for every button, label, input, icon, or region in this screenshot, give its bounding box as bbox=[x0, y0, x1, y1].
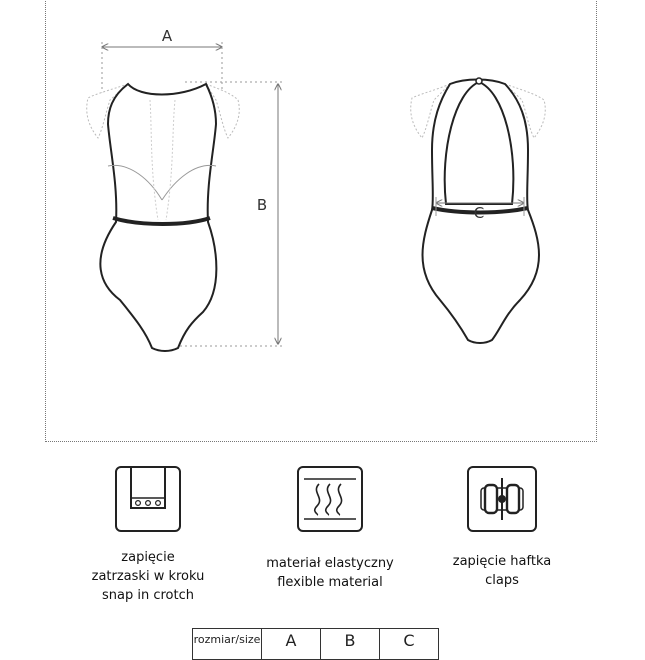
size-table-header-row bbox=[193, 629, 439, 660]
feature-flexible-material-caption bbox=[230, 554, 430, 592]
dimension-c-label: C bbox=[473, 204, 485, 222]
caption-line: zatrzaski w kroku bbox=[91, 569, 205, 584]
caption-line: snap in crotch bbox=[102, 588, 194, 603]
feature-flexible-material bbox=[230, 466, 430, 592]
caption-line: materiał elastyczny bbox=[266, 556, 394, 571]
flexible-material-icon bbox=[297, 466, 363, 532]
size-table-column-c: C bbox=[380, 629, 439, 660]
caption-line: zapięcie bbox=[121, 550, 175, 565]
feature-snap-crotch bbox=[48, 466, 248, 605]
front-view bbox=[87, 27, 282, 351]
back-view bbox=[411, 78, 546, 343]
caption-line: claps bbox=[485, 573, 519, 588]
dimension-a-label: A bbox=[161, 27, 173, 45]
feature-claps bbox=[402, 466, 602, 590]
size-table-header: rozmiar/size bbox=[193, 629, 262, 660]
dimension-b-label: B bbox=[256, 196, 268, 214]
size-table-column-b: B bbox=[321, 629, 380, 660]
claps-icon bbox=[467, 466, 537, 532]
size-table bbox=[192, 628, 439, 660]
caption-line: zapięcie haftka bbox=[452, 554, 552, 569]
size-table-column-a: A bbox=[262, 629, 321, 660]
snap-crotch-icon bbox=[115, 466, 181, 532]
feature-claps-caption bbox=[402, 552, 602, 590]
feature-snap-crotch-caption bbox=[48, 548, 248, 605]
caption-line: flexible material bbox=[277, 575, 383, 590]
